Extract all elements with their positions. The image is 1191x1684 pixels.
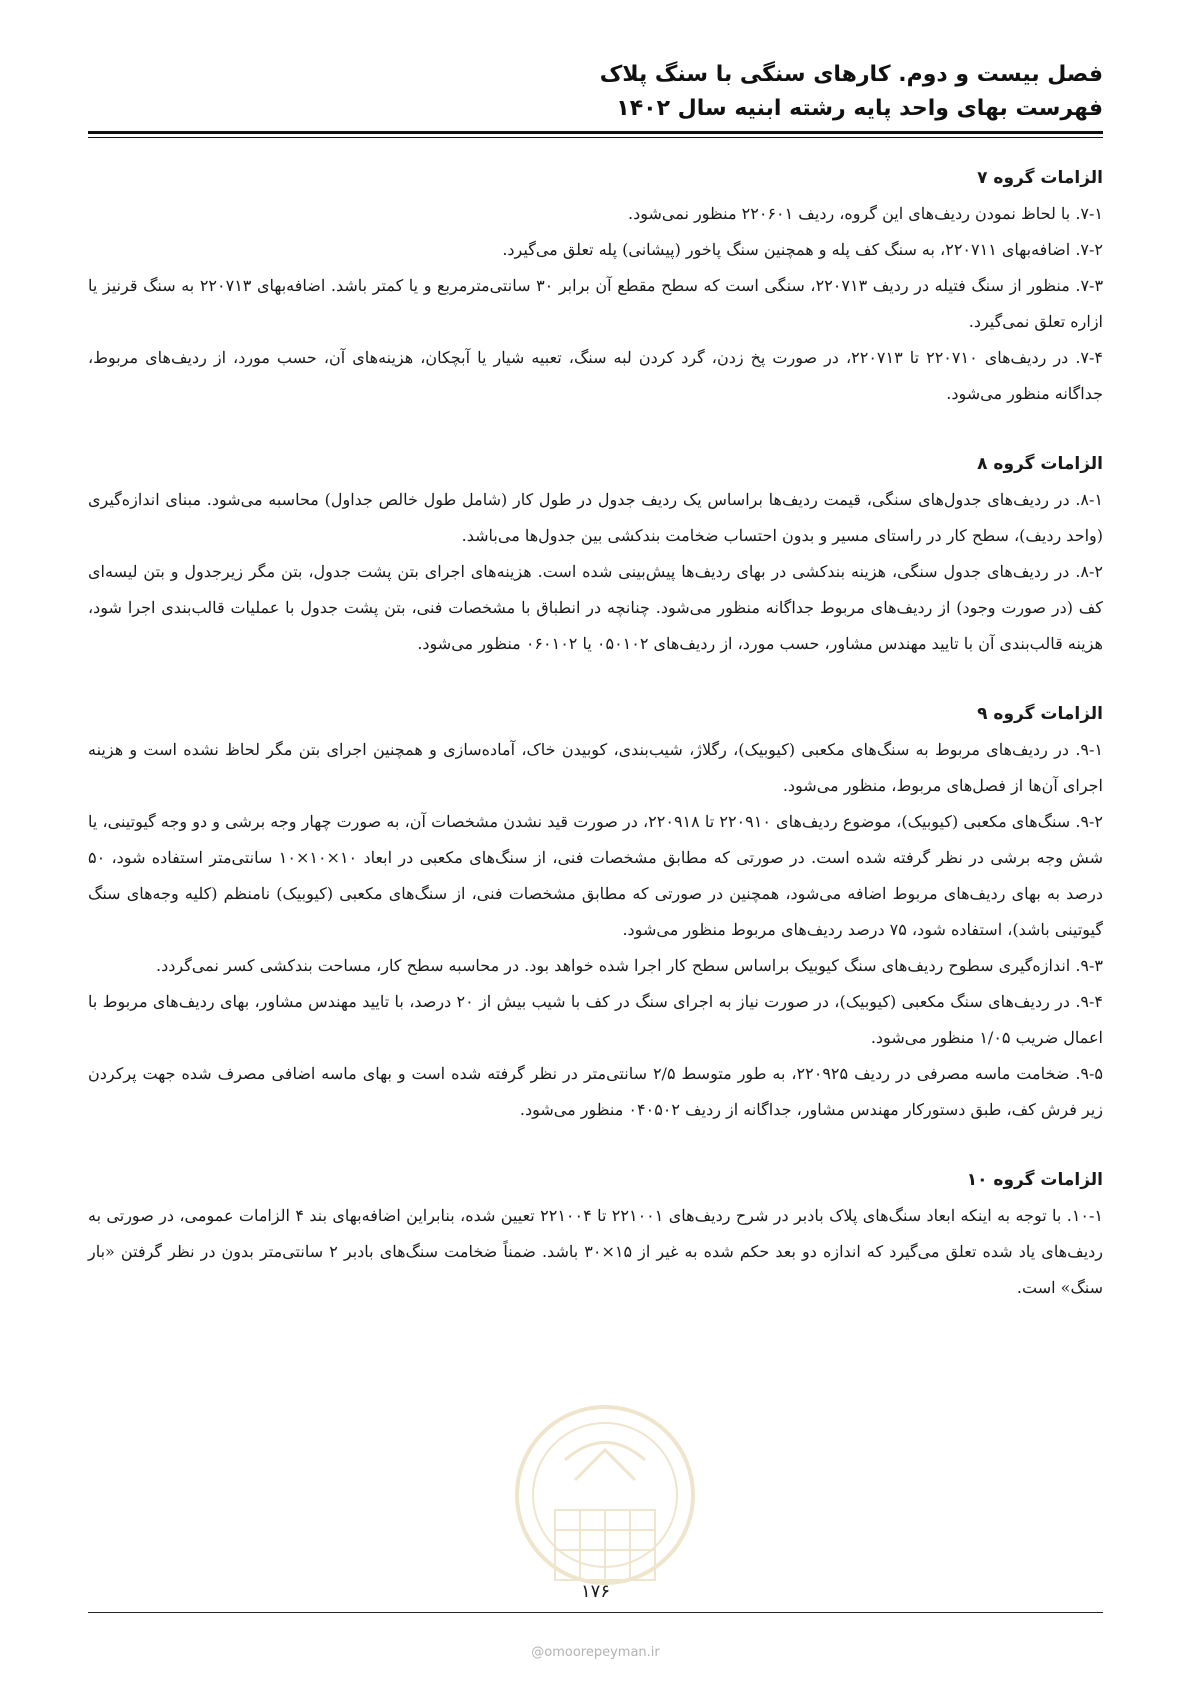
- paragraph: ۸-۲. در ردیف‌های جدول سنگی، هزینه بندکشی در بهای ردیف‌ها پیش‌بینی شده است. هزینه‌های اجرای بتن پشت جدول، بتن مگر زیرجدول و بتن لیسه‌ای کف (در صورت وجود) از ردیف‌های مربوط جداگانه منظور می‌شود. چنانچه در انطباق با مشخصات فنی، بتن پشت جدول با عملیات قالب‌بندی اجرا شود، هزینه قالب‌بندی آن با تایید مهندس مشاور، حسب مورد، از ردیف‌های ۰۵۰۱۰۲ یا ۰۶۰۱۰۲ منظور می‌شود.: [88, 562, 1103, 653]
- section-group-8: [88, 448, 1103, 662]
- footer-rule: [88, 1612, 1103, 1613]
- section-title: الزامات گروه ۹: [977, 704, 1103, 724]
- chapter-title: فصل بیست و دوم. کارهای سنگی با سنگ پلاک: [599, 62, 1103, 87]
- price-list-title: فهرست بهای واحد پایه رشته ابنیه سال ۱۴۰۲: [616, 96, 1103, 121]
- paragraph: ۷-۲. اضافه‌بهای ۲۲۰۷۱۱، به سنگ کف پله و همچنین سنگ پاخور (پیشانی) پله تعلق می‌گیرد.: [502, 240, 1103, 259]
- paragraph: ۹-۵. ضخامت ماسه مصرفی در ردیف ۲۲۰۹۲۵، به طور متوسط ۲/۵ سانتی‌متر در نظر گرفته شده است و بهای ماسه اضافی مصرف شده جهت پرکردن زیر فرش کف، طبق دستورکار مهندس مشاور، جداگانه از ردیف ۰۴۰۵۰۲ منظور می‌شود.: [88, 1064, 1104, 1119]
- paragraph: ۱۰-۱. با توجه به اینکه ابعاد سنگ‌های پلاک بادبر در شرح ردیف‌های ۲۲۱۰۰۱ تا ۲۲۱۰۰۴ تعیین شده، بنابراین اضافه‌بهای بند ۴ الزامات عمومی، در صورتی به ردیف‌های یاد شده تعلق می‌گیرد که اندازه دو بعد حکم شده به غیر از ۱۵×۳۰ باشد. ضمناً ضخامت سنگ‌های بادبر ۲ سانتی‌متر بدون در نظر گرفتن «بار سنگ» است.: [88, 1206, 1104, 1297]
- paragraph: ۸-۱. در ردیف‌های جدول‌های سنگی، قیمت ردیف‌ها براساس یک ردیف جدول در طول کار (شامل طول خالص جداول) محاسبه می‌شود. مبنای اندازه‌گیری (واحد ردیف)، سطح کار در راستای مسیر و بدون احتساب ضخامت بندکشی بین جدول‌ها می‌باشد.: [88, 490, 1103, 545]
- paragraph: ۹-۱. در ردیف‌های مربوط به سنگ‌های مکعبی (کیوبیک)، رگلاژ، شیب‌بندی، کوبیدن خاک، آماده‌سازی و همچنین اجرای بتن مگر لحاظ نشده است و هزینه اجرای آن‌ها از فصل‌های مربوط، منظور می‌شود.: [88, 740, 1103, 795]
- document-body: [88, 162, 1103, 1342]
- paragraph: ۷-۴. در ردیف‌های ۲۲۰۷۱۰ تا ۲۲۰۷۱۳، در صورت پخ زدن، گرد کردن لبه سنگ، تعبیه شیار یا آبچکان، هزینه‌های آن، حسب مورد، از ردیف‌های مربوط، جداگانه منظور می‌شود.: [88, 348, 1104, 403]
- header-rule-thick: [88, 131, 1103, 134]
- watermark-url: @omoorepeyman.ir: [531, 1645, 660, 1660]
- paragraph: ۷-۳. منظور از سنگ فتیله در ردیف ۲۲۰۷۱۳، سنگی است که سطح مقطع آن برابر ۳۰ سانتی‌مترمربع و یا کمتر باشد. اضافه‌بهای ۲۲۰۷۱۳ به سنگ قرنیز یا ازاره تعلق نمی‌گیرد.: [88, 276, 1104, 331]
- section-group-9: [88, 698, 1103, 1128]
- section-title: الزامات گروه ۷: [977, 168, 1103, 188]
- paragraph: ۹-۳. اندازه‌گیری سطوح ردیف‌های سنگ کیوبیک براساس سطح کار اجرا شده خواهد بود. در محاسبه سطح کار، مساحت بندکشی کسر نمی‌گردد.: [156, 956, 1103, 975]
- header-rule-thin: [88, 137, 1103, 138]
- section-group-10: [88, 1164, 1103, 1306]
- paragraph: ۹-۲. سنگ‌های مکعبی (کیوبیک)، موضوع ردیف‌های ۲۲۰۹۱۰ تا ۲۲۰۹۱۸، در صورت قید نشدن مشخصات آن، به صورت چهار وجه برشی و دو وجه گیوتینی، یا شش وجه برشی در نظر گرفته شده است. در صورتی که مطابق مشخصات فنی، از سنگ‌های مکعبی در ابعاد ۱۰×۱۰×۱۰ سانتی‌متر استفاده شود، ۵۰ درصد به بهای ردیف‌های مربوط اضافه می‌شود، همچنین در صورتی که مطابق مشخصات فنی، از سنگ‌های مکعبی (کیوبیک) نامنظم (کلیه وجه‌های سنگ گیوتینی باشد)، استفاده شود، ۷۵ درصد ردیف‌های مربوط منظور می‌شود.: [88, 812, 1104, 939]
- page-header: [88, 58, 1103, 126]
- section-title: الزامات گروه ۸: [977, 454, 1103, 474]
- paragraph: ۹-۴. در ردیف‌های سنگ مکعبی (کیوبیک)، در صورت نیاز به اجرای سنگ در کف با شیب بیش از ۲۰ درصد، با تایید مهندس مشاور، بهای ردیف‌های مربوط با اعمال ضریب ۱/۰۵ منظور می‌شود.: [88, 992, 1103, 1047]
- section-title: الزامات گروه ۱۰: [966, 1170, 1103, 1190]
- page-number: ۱۷۶: [580, 1581, 610, 1602]
- paragraph: ۷-۱. با لحاظ نمودن ردیف‌های این گروه، ردیف ۲۲۰۶۰۱ منظور نمی‌شود.: [628, 204, 1103, 223]
- section-group-7: [88, 162, 1103, 412]
- watermark-emblem: [517, 1407, 693, 1583]
